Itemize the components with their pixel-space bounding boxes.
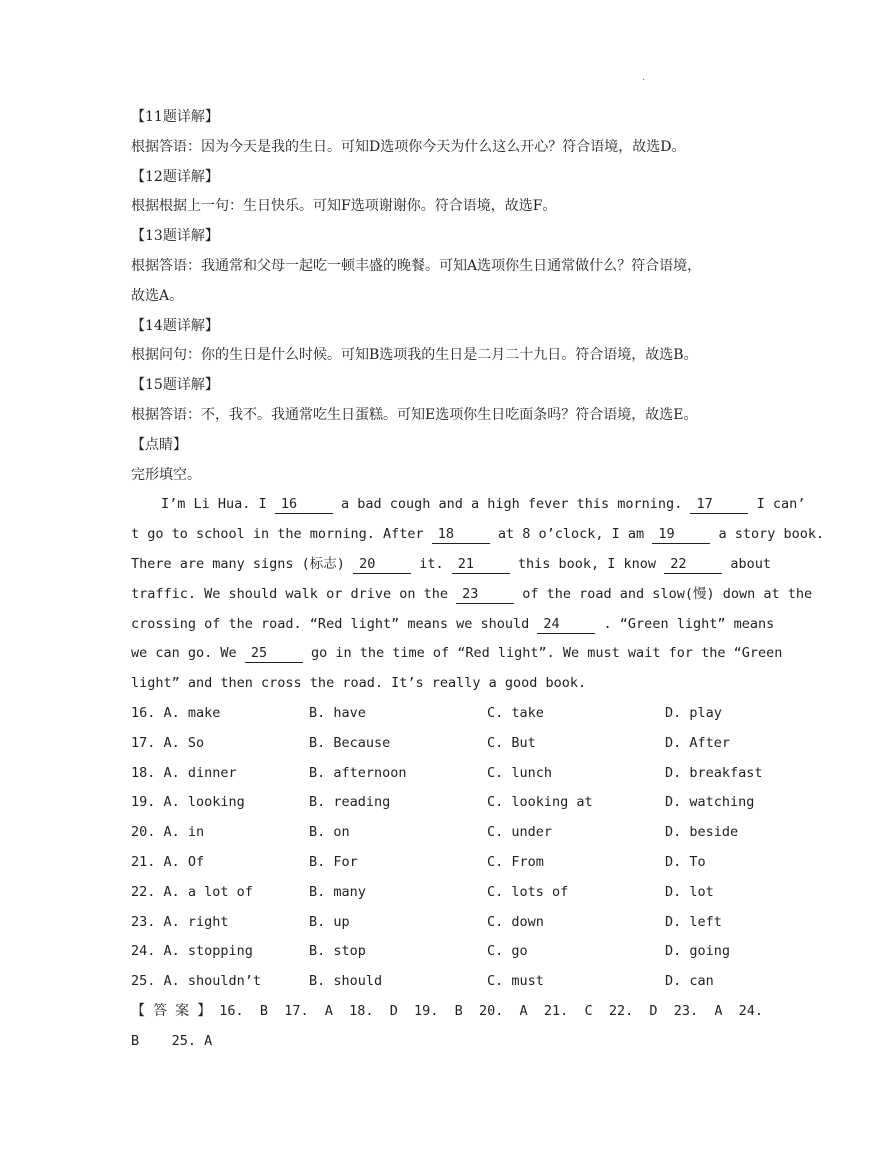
blank-24: 24 <box>537 615 595 634</box>
cloze-passage <box>131 490 825 699</box>
option-row: 24. A. stopping B. stop C. go D. going <box>131 943 731 960</box>
answer-line: 【答案】16. B 17. A 18. D 19. B 20. A 21. C 22. D 23. A 24. <box>131 1002 764 1019</box>
passage-line: crossing of the road. “Red light” means we should 24 . “Green light” means <box>131 615 775 632</box>
explanation-text-cont: 故选A。 <box>131 287 184 304</box>
blank-18: 18 <box>432 525 490 544</box>
passage-line: we can go. We 25 go in the time of “Red light”. We must wait for the “Green <box>131 645 783 662</box>
option-row: 18. A. dinner B. afternoon C. lunch D. breakfast <box>131 764 763 781</box>
passage-line: I’m Li Hua. I 16 a bad cough and a high fever this morning. 17 I can’ <box>161 496 806 513</box>
explanation-text: 根据答语：我通常和父母一起吃一顿丰盛的晚餐。可知A选项你生日通常做什么？符合语境， <box>131 257 702 274</box>
passage-line: t go to school in the morning. After 18 at 8 o’clock, I am 19 a story book. <box>131 526 825 543</box>
section-title: 完形填空。 <box>131 466 201 483</box>
explanation-text: 根据答语：不，我不。我通常吃生日蛋糕。可知E选项你生日吃面条吗？符合语境，故选E。 <box>131 406 698 423</box>
blank-16: 16 <box>275 495 333 514</box>
passage-line: traffic. We should walk or drive on the 23 of the road and slow(慢) down at the <box>131 585 813 602</box>
explanation-text: 根据答语：因为今天是我的生日。可知D选项你今天为什么这么开心？符合语境，故选D。 <box>131 138 686 155</box>
blank-19: 19 <box>652 525 710 544</box>
header-dot: . <box>642 72 646 83</box>
explanation-heading: 【13题详解】 <box>131 228 219 245</box>
option-row: 19. A. looking B. reading C. looking at D. watching <box>131 794 755 811</box>
explanation-heading: 【12题详解】 <box>131 168 219 185</box>
options-table <box>131 699 763 997</box>
explanation-text: 根据问句：你的生日是什么时候。可知B选项我的生日是二月二十九日。符合语境，故选B。 <box>131 347 698 364</box>
option-row: 23. A. right B. up C. down D. left <box>131 913 722 930</box>
option-row: 25. A. shouldn’t B. should C. must D. can <box>131 973 714 990</box>
dianjing-heading: 【点睛】 <box>131 436 187 453</box>
document-body <box>131 103 825 1057</box>
blank-17: 17 <box>690 495 748 514</box>
option-row: 17. A. So B. Because C. But D. After <box>131 734 731 751</box>
blank-25: 25 <box>245 644 303 663</box>
option-row: 21. A. Of B. For C. From D. To <box>131 853 706 870</box>
explanation-heading: 【14题详解】 <box>131 317 219 334</box>
explanation-heading: 【11题详解】 <box>131 109 219 125</box>
blank-23: 23 <box>456 585 514 604</box>
answer-line-2: B 25. A <box>131 1032 213 1049</box>
option-row: 16. A. make B. have C. take D. play <box>131 704 722 721</box>
explanation-text: 根据根据上一句：生日快乐。可知F选项谢谢你。符合语境，故选F。 <box>131 198 557 215</box>
passage-line: There are many signs (标志) 20 it. 21 this book, I know 22 about <box>131 555 771 572</box>
blank-21: 21 <box>452 555 510 574</box>
answer-label: 【答案】 <box>131 1002 220 1019</box>
blank-20: 20 <box>353 555 411 574</box>
option-row: 20. A. in B. on C. under D. beside <box>131 824 739 841</box>
passage-line: light” and then cross the road. It’s really a good book. <box>131 675 587 692</box>
option-row: 22. A. a lot of B. many C. lots of D. lot <box>131 883 714 900</box>
explanation-heading: 【15题详解】 <box>131 377 219 394</box>
blank-22: 22 <box>664 555 722 574</box>
